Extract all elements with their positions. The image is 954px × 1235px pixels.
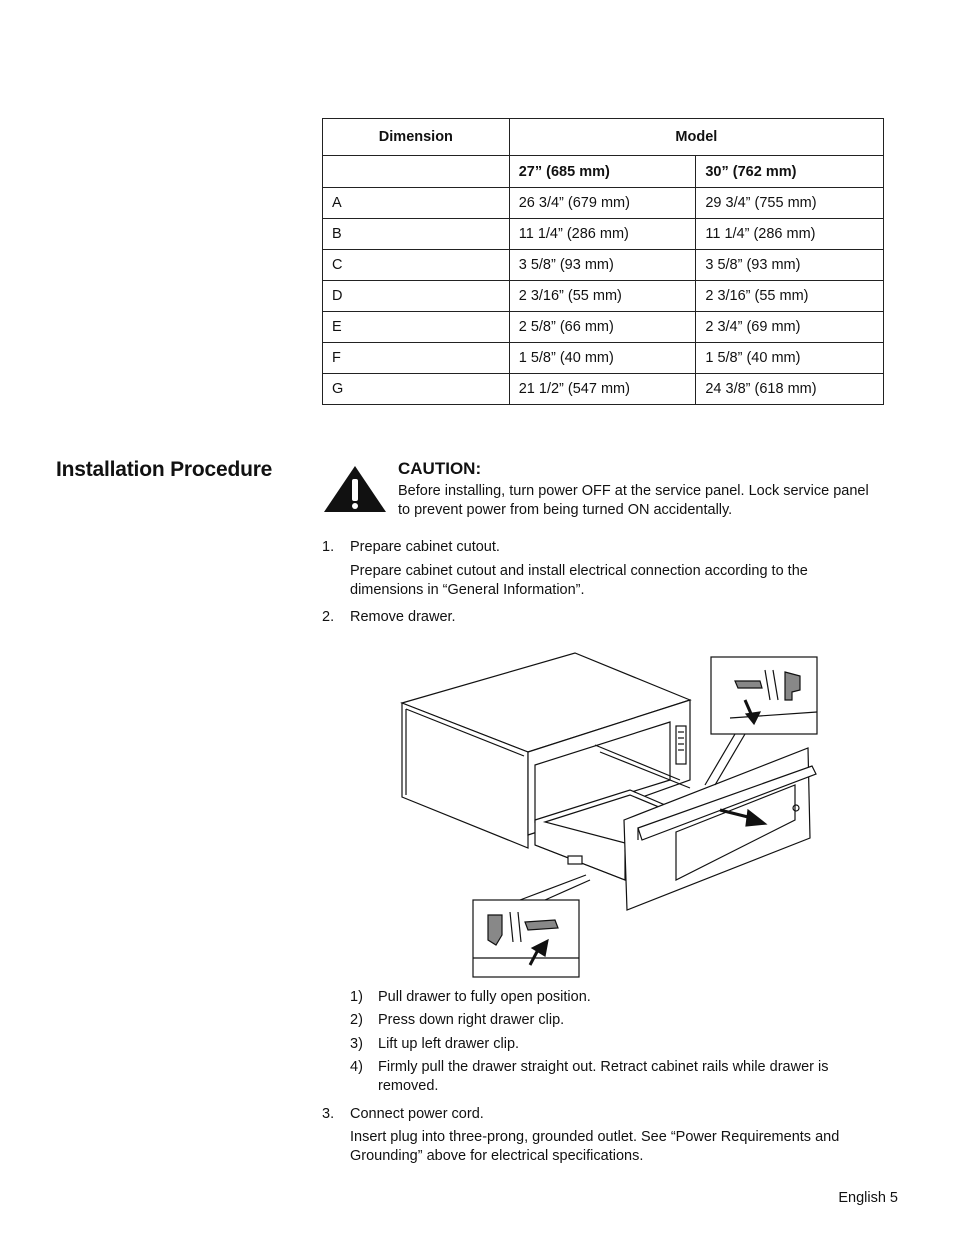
table-row <box>323 281 884 312</box>
table-row <box>323 343 884 374</box>
substep-text: Press down right drawer clip. <box>378 1012 565 1028</box>
substep-number: 4) <box>350 1059 363 1075</box>
step-number: 1. <box>322 539 335 555</box>
step-title: Remove drawer. <box>350 609 456 625</box>
row-value-27: 21 1/2” (547 mm) <box>509 374 696 405</box>
row-value-30: 2 3/16” (55 mm) <box>696 281 884 312</box>
row-value-30: 1 5/8” (40 mm) <box>696 343 884 374</box>
table-row <box>323 312 884 343</box>
table-row <box>323 250 884 281</box>
header-model-30: 30” (762 mm) <box>696 156 884 188</box>
header-empty <box>323 156 510 188</box>
row-dimension: G <box>323 374 510 405</box>
row-value-27: 2 5/8” (66 mm) <box>509 312 696 343</box>
substep-number: 1) <box>350 989 363 1005</box>
substep-text: Firmly pull the drawer straight out. Retract cabinet rails while drawer is removed. <box>378 1059 829 1094</box>
step-number: 2. <box>322 609 335 625</box>
row-value-27: 11 1/4” (286 mm) <box>509 219 696 250</box>
row-value-27: 1 5/8” (40 mm) <box>509 343 696 374</box>
table-row <box>323 374 884 405</box>
row-dimension: C <box>323 250 510 281</box>
row-value-30: 11 1/4” (286 mm) <box>696 219 884 250</box>
row-dimension: A <box>323 188 510 219</box>
header-model-27: 27” (685 mm) <box>509 156 696 188</box>
row-value-30: 29 3/4” (755 mm) <box>696 188 884 219</box>
row-value-27: 2 3/16” (55 mm) <box>509 281 696 312</box>
substep-text: Pull drawer to fully open position. <box>378 989 591 1005</box>
row-value-30: 3 5/8” (93 mm) <box>696 250 884 281</box>
section-title: Installation Procedure <box>56 458 273 481</box>
step-title: Prepare cabinet cutout. <box>350 539 500 555</box>
header-dimension: Dimension <box>323 119 510 156</box>
row-dimension: D <box>323 281 510 312</box>
warning-triangle-icon <box>322 464 388 514</box>
row-dimension: F <box>323 343 510 374</box>
row-dimension: E <box>323 312 510 343</box>
row-dimension: B <box>323 219 510 250</box>
substep-number: 3) <box>350 1036 363 1052</box>
substep-text: Lift up left drawer clip. <box>378 1036 520 1052</box>
row-value-30: 2 3/4” (69 mm) <box>696 312 884 343</box>
row-value-27: 26 3/4” (679 mm) <box>509 188 696 219</box>
page-footer: English 5 <box>838 1190 898 1206</box>
row-value-27: 3 5/8” (93 mm) <box>509 250 696 281</box>
table-row <box>323 219 884 250</box>
header-model: Model <box>509 119 883 156</box>
dimensions-table <box>322 118 884 405</box>
drawer-removal-illustration <box>400 650 820 980</box>
step-number: 3. <box>322 1106 335 1122</box>
row-value-30: 24 3/8” (618 mm) <box>696 374 884 405</box>
table-row <box>323 188 884 219</box>
substep-number: 2) <box>350 1012 363 1028</box>
caution-text: Before installing, turn power OFF at the service panel. Lock service panel to prevent power from being turned ON accidentally. <box>398 483 869 518</box>
step-detail: Prepare cabinet cutout and install electrical connection according to the dimensions in “General Information”. <box>350 563 808 598</box>
step-detail: Insert plug into three-prong, grounded outlet. See “Power Requirements and Grounding” above for electrical specifications. <box>350 1129 840 1164</box>
caution-title: CAUTION: <box>398 459 482 478</box>
step-title: Connect power cord. <box>350 1106 484 1122</box>
